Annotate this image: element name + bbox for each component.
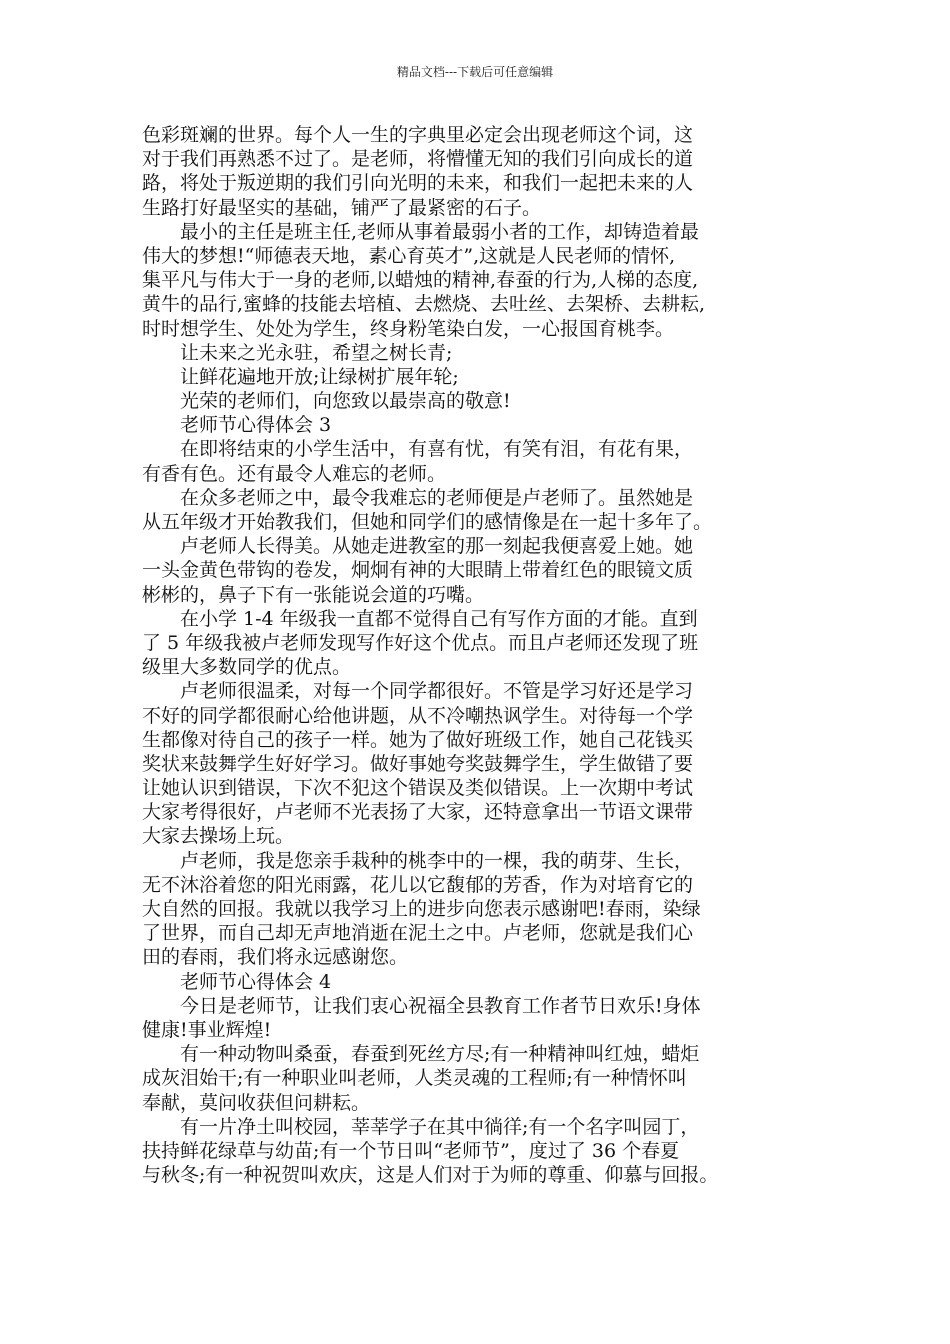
text-line: 有一种动物叫桑蚕，春蚕到死丝方尽;有一种精神叫红烛，蜡炬 — [142, 1043, 700, 1066]
text-line: 不好的同学都很耐心给他讲题，从不冷嘲热讽学生。对待每一个学 — [142, 704, 694, 727]
text-line: 扶持鲜花绿草与幼苗;有一个节日叫“老师节”，度过了 36 个春夏 — [142, 1139, 680, 1162]
text-line: 彬彬的，鼻子下有一张能说会道的巧嘴。 — [142, 583, 485, 606]
text-line: 在众多老师之中，最令我难忘的老师便是卢老师了。虽然她是 — [142, 486, 694, 509]
text-line: 伟大的梦想!“师德表天地，素心育英才”,这就是人民老师的情怀, — [142, 244, 676, 267]
text-line: 光荣的老师们，向您致以最崇高的敬意! — [142, 390, 511, 413]
text-line: 无不沐浴着您的阳光雨露，花儿以它馥郁的芳香，作为对培育它的 — [142, 873, 694, 896]
text-line: 成灰泪始干;有一种职业叫老师，人类灵魂的工程师;有一种情怀叫 — [142, 1067, 687, 1090]
paragraph — [142, 679, 818, 848]
text-line: 卢老师，我是您亲手栽种的桃李中的一棵，我的萌芽、生长， — [142, 849, 694, 872]
text-line: 老师节心得体会 4 — [142, 970, 332, 993]
text-line: 一头金黄色带钩的卷发，炯炯有神的大眼睛上带着红色的眼镜文质 — [142, 559, 694, 582]
paragraph — [142, 389, 818, 413]
text-line: 奖状来鼓舞学生好好学习。做好事她夸奖鼓舞学生，学生做错了要 — [142, 752, 694, 775]
page-header: 精品文档---下载后可任意编辑 — [396, 65, 554, 79]
text-line: 了世界，而自己却无声地消逝在泥土之中。卢老师，您就是我们心 — [142, 922, 694, 945]
text-line: 卢老师很温柔，对每一个同学都很好。不管是学习好还是学习 — [142, 680, 694, 703]
paragraph — [142, 1115, 818, 1188]
text-line: 黄牛的品行,蜜蜂的技能去培植、去燃烧、去吐丝、去架桥、去耕耘, — [142, 293, 706, 316]
text-line: 让鲜花遍地开放;让绿树扩展年轮; — [142, 365, 459, 388]
text-line: 生都像对待自己的孩子一样。她为了做好班级工作，她自己花钱买 — [142, 728, 694, 751]
paragraph — [142, 607, 818, 680]
text-line: 生路打好最坚实的基础，铺严了最紧密的石子。 — [142, 196, 542, 219]
paragraph — [142, 413, 818, 437]
paragraph — [142, 486, 818, 534]
text-line: 对于我们再熟悉不过了。是老师，将懵懂无知的我们引向成长的道 — [142, 148, 694, 171]
text-line: 田的春雨，我们将永远感谢您。 — [142, 946, 409, 969]
text-line: 在即将结束的小学生活中，有喜有忧，有笑有泪，有花有果， — [142, 438, 694, 461]
paragraph — [142, 123, 818, 220]
text-line: 有香有色。还有最令人难忘的老师。 — [142, 462, 447, 485]
text-line: 卢老师人长得美。从她走进教室的那一刻起我便喜爱上她。她 — [142, 535, 694, 558]
text-line: 老师节心得体会 3 — [142, 414, 332, 437]
text-line: 在小学 1-4 年级我一直都不觉得自己有写作方面的才能。直到 — [142, 607, 698, 630]
paragraph — [142, 341, 818, 365]
text-line: 级里大多数同学的优点。 — [142, 656, 352, 679]
text-line: 时时想学生、处处为学生，终身粉笔染白发，一心报国育桃李。 — [142, 317, 675, 340]
text-line: 让未来之光永驻，希望之树长青; — [142, 341, 453, 364]
text-line: 最小的主任是班主任,老师从事着最弱小者的工作，却铸造着最 — [142, 220, 700, 243]
document-body — [142, 123, 818, 1187]
paragraph — [142, 437, 818, 485]
paragraph — [142, 1042, 818, 1115]
paragraph — [142, 365, 818, 389]
text-line: 与秋冬;有一种祝贺叫欢庆，这是人们对于为师的尊重、仰慕与回报。 — [142, 1164, 719, 1187]
text-line: 大家去操场上玩。 — [142, 825, 295, 848]
paragraph — [142, 534, 818, 607]
text-line: 从五年级才开始教我们，但她和同学们的感情像是在一起十多年了。 — [142, 511, 713, 533]
text-line: 奉献，莫问收获但问耕耘。 — [142, 1091, 371, 1114]
paragraph — [142, 849, 818, 970]
paragraph — [142, 994, 818, 1042]
paragraph — [142, 220, 818, 341]
text-line: 大自然的回报。我就以我学习上的进步向您表示感谢吧!春雨，染绿 — [142, 898, 701, 920]
text-line: 有一片净土叫校园，莘莘学子在其中徜徉;有一个名字叫园丁， — [142, 1115, 700, 1138]
text-line: 让她认识到错误，下次不犯这个错误及类似错误。上一次期中考试 — [142, 777, 694, 800]
text-line: 集平凡与伟大于一身的老师,以蜡烛的精神,春蚕的行为,人梯的态度, — [142, 269, 699, 292]
text-line: 了 5 年级我被卢老师发现写作好这个优点。而且卢老师还发现了班 — [142, 631, 699, 654]
text-line: 大家考得很好，卢老师不光表扬了大家，还特意拿出一节语文课带 — [142, 801, 694, 824]
text-line: 路，将处于叛逆期的我们引向光明的未来，和我们一起把未来的人 — [142, 172, 694, 195]
text-line: 健康!事业辉煌! — [142, 1018, 272, 1041]
text-line: 色彩斑斓的世界。每个人一生的字典里必定会出现老师这个词，这 — [142, 124, 694, 146]
text-line: 今日是老师节，让我们衷心祝福全县教育工作者节日欢乐!身体 — [142, 994, 701, 1017]
paragraph — [142, 970, 818, 994]
